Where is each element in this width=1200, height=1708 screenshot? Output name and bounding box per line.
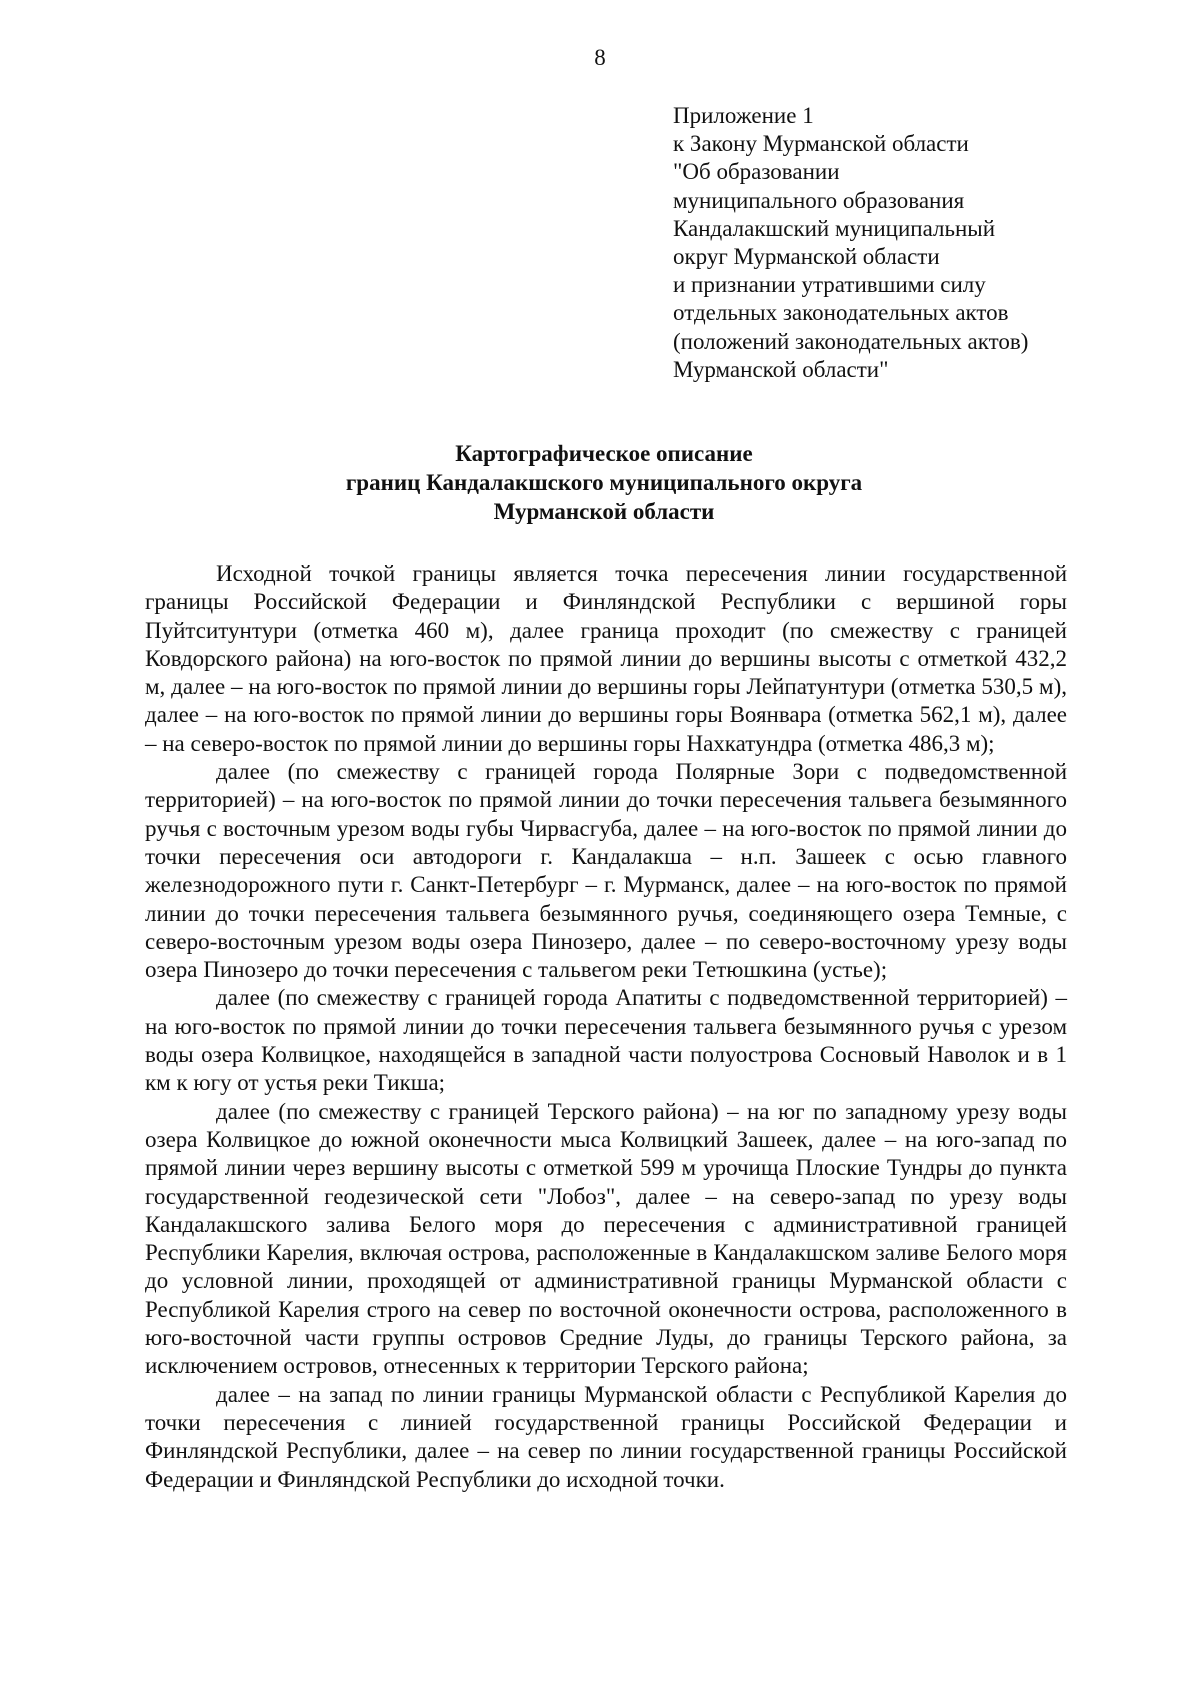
body-paragraph: далее (по смежеству с границей города Полярные Зори с подведомственной территорией) – на юго-восток по прямой линии до точки пересечения тальвега безымянного ручья с восточным урезом воды губы Чирвасгуба, далее – на юго-восток по прямой линии до точки пересечения оси автодороги г. Кандалакша – н.п. Зашеек с осью главного железнодорожного пути г. Санкт-Петербург – г. Мурманск, далее – на юго-восток по прямой линии до точки пересечения тальвега безымянного ручья, соединяющего озера Темные, с северо-восточным урезом воды озера Пинозеро, далее – по северо-восточному урезу воды озера Пинозеро до точки пересечения с тальвегом реки Тетюшкина (устье); [145,759,1067,983]
document-title [0,439,1200,526]
appendix-line: (положений законодательных актов) [673,328,1029,354]
appendix-line: отдельных законодательных актов [673,300,1009,326]
appendix-line: муниципального образования [673,187,965,213]
appendix-line: округ Мурманской области [673,244,940,270]
body-paragraph: далее (по смежеству с границей города Апатиты с подведомственной территорией) – на юго-восток по прямой линии до точки пересечения тальвега безымянного ручья с урезом воды озера Колвицкое, находящейся в западной части полуострова Сосновый Наволок и в 1 км к югу от устья реки Тикша; [145,985,1067,1096]
body-paragraph: далее – на запад по линии границы Мурманской области с Республикой Карелия до точки пересечения с линией государственной границы Российской Федерации и Финляндской Республики, далее – на север по линии государственной границы Российской Федерации и Финляндской Республики до исходной точки. [145,1381,1067,1492]
page-number: 8 [594,45,606,70]
appendix-line: к Закону Мурманской области [673,131,969,157]
appendix-line: Кандалакшский муниципальный [673,215,996,241]
title-line: границ Кандалакшского муниципального округа [345,470,863,495]
appendix-line: Мурманской области" [673,356,889,382]
appendix-line: и признании утратившими силу [673,272,986,298]
title-line: Мурманской области [493,499,715,524]
appendix-line: "Об образовании [673,159,840,185]
appendix-line: Приложение 1 [673,103,814,128]
appendix-note [673,102,1093,384]
document-body [145,560,1067,1494]
title-line: Картографическое описание [455,441,753,466]
body-paragraph: далее (по смежеству с границей Терского района) – на юг по западному урезу воды озера Колвицкое до южной оконечности мыса Колвицкий Зашеек, далее – на юго-запад по прямой линии через вершину высоты с отметкой 599 м урочища Плоские Тундры до пункта государственной геодезической сети "Лобоз", далее – на северо-запад по урезу воды Кандалакшского залива Белого моря до пересечения с административной границей Республики Карелия, включая острова, расположенные в Кандалакшском заливе Белого моря до условной линии, проходящей от административной границы Мурманской области с Республикой Карелия строго на север по восточной оконечности острова, расположенного в юго-восточной части группы островов Средние Луды, до границы Терского района, за исключением островов, отнесенных к территории Терского района; [145,1098,1067,1379]
body-paragraph: Исходной точкой границы является точка пересечения линии государственной границы Российской Федерации и Финляндской Республики с вершиной горы Пуйтситунтури (отметка 460 м), далее граница проходит (по смежеству с границей Ковдорского района) на юго-восток по прямой линии до вершины высоты с отметкой 432,2 м, далее – на юго-восток по прямой линии до вершины горы Лейпатунтури (отметка 530,5 м), далее – на юго-восток по прямой линии до вершины горы Воянвара (отметка 562,1 м), далее – на северо-восток по прямой линии до вершины горы Нахкатундра (отметка 486,3 м); [145,561,1067,756]
